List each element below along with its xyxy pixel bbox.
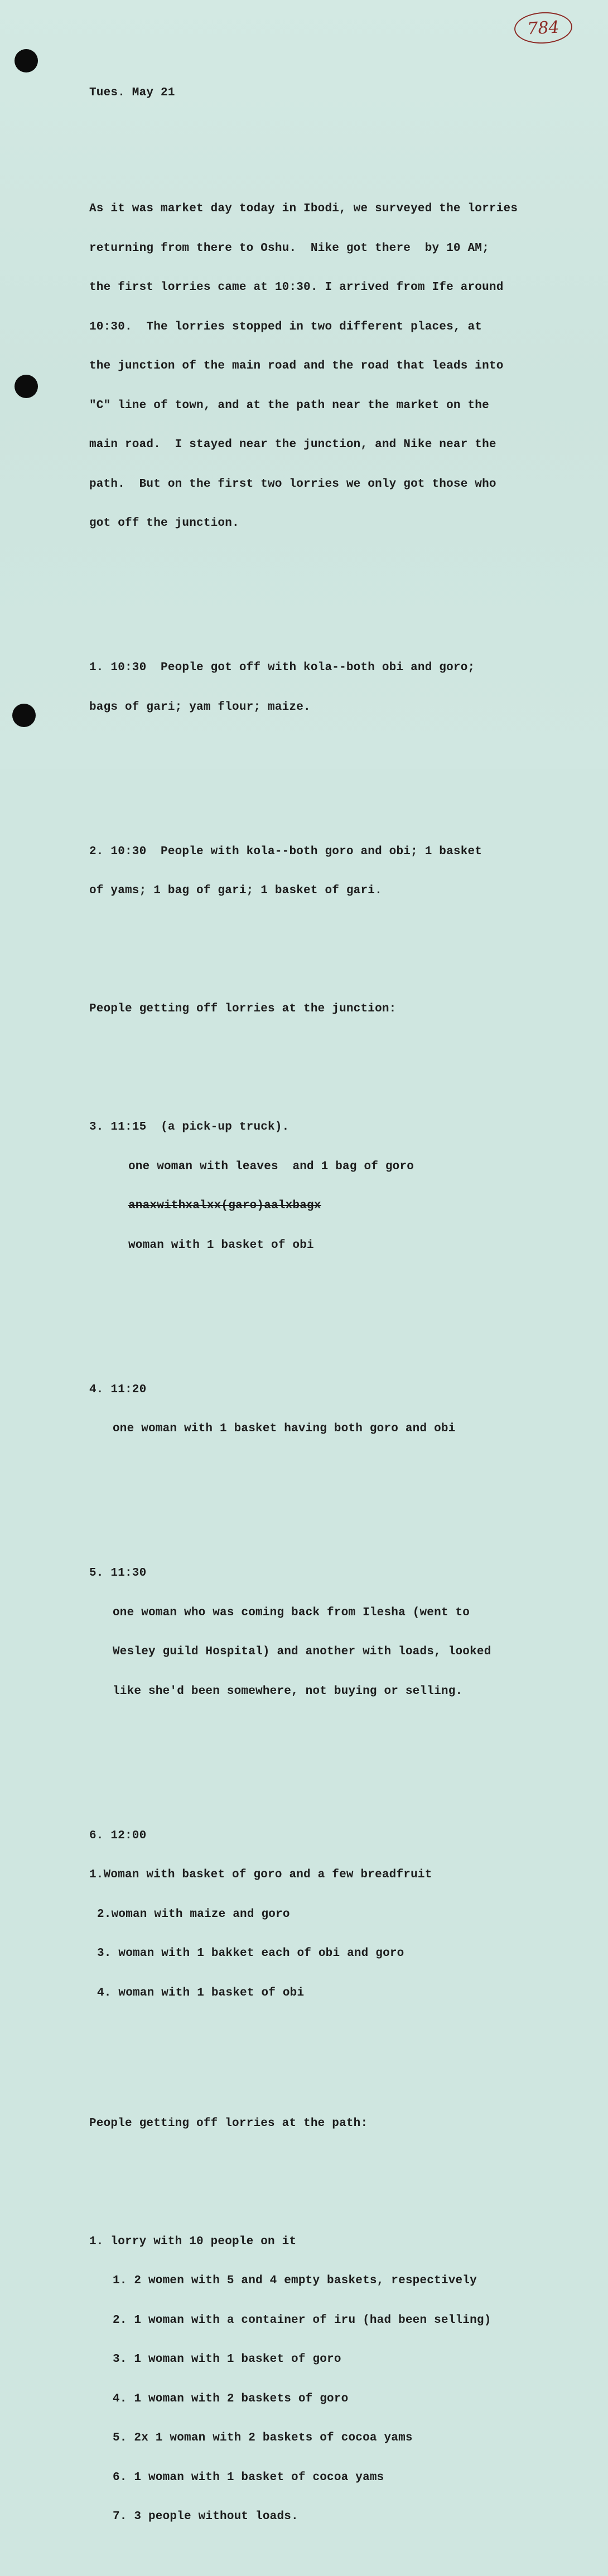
list-item: 7. 3 people without loads. xyxy=(113,2510,298,2523)
list-item: 2. 1 woman with a container of iru (had been selling) xyxy=(113,2313,491,2327)
page-number-stamp: 784 xyxy=(514,11,573,45)
entry-6: 6. 12:00 1.Woman with basket of goro and a few breadfruit 2.woman with maize and goro 3. woman with 1 bakket each of obi and goro 4. woman with 1 basket of obi xyxy=(89,1803,580,2026)
intro-paragraph: As it was market day today in Ibodi, we surveyed the lorries returning from there to Oshu. Nike got there by 10 AM; the first lorries came at 10:30. I arrived from Ife around 10:30. The lorries stopped in two different places, at the junction of the main road and the road that leads into "C" line of town, and at the path near the market on the main road. I stayed near the junction, and Nike near the path. But on the first two lorries we only got those who got off the junction. xyxy=(89,202,518,530)
punch-hole-top xyxy=(15,49,38,72)
entry-1: 1. 10:30 People got off with kola--both obi and goro; bags of gari; yam flour; maize. xyxy=(89,661,475,714)
list-item: 5. 2x 1 woman with 2 baskets of cocoa yams xyxy=(113,2432,413,2444)
entry-3: 3. 11:15 (a pick-up truck). one woman with leaves and 1 bag of goro anaxwithxalxx(garo)aalxbagx woman with 1 basket of obi xyxy=(89,1095,580,1278)
date-line: Tues. May 21 xyxy=(89,86,175,99)
junction-heading: People getting off lorries at the junction: xyxy=(89,1003,397,1015)
path-entry: 1. lorry with 10 people on it 1. 2 women with 5 and 4 empty baskets, respectively 2. 1 woman with a container of iru (had been selling) 3. 1 woman with 1 basket of goro 4. 1 woman with 2 baskets of goro 5. 2x 1 woman with 2 baskets of cocoa yams 6. 1 woman with 1 basket of cocoa yams 7. 3 people without loads. xyxy=(89,2209,580,2550)
list-item: 4. 1 woman with 2 baskets of goro xyxy=(113,2392,349,2405)
typed-notes xyxy=(89,60,580,2576)
list-item: 1.Woman with basket of goro and a few breadfruit xyxy=(89,1868,432,1881)
list-item: 1. 2 women with 5 and 4 empty baskets, respectively xyxy=(113,2274,477,2287)
list-item: 3. 1 woman with 1 basket of goro xyxy=(113,2353,341,2366)
punch-hole-bottom xyxy=(12,704,36,727)
entry-5: 5. 11:30 one woman who was coming back from Ilesha (went to Wesley guild Hospital) and another with loads, looked like she'd been somewhere, not buying or selling. xyxy=(89,1567,491,1698)
list-item: 3. woman with 1 bakket each of obi and goro xyxy=(97,1947,404,1960)
list-item: 4. woman with 1 basket of obi xyxy=(97,1986,305,1999)
list-item: 6. 1 woman with 1 basket of cocoa yams xyxy=(113,2471,384,2484)
entry-4: 4. 11:20 one woman with 1 basket having both goro and obi xyxy=(89,1383,456,1435)
list-item: 2.woman with maize and goro xyxy=(97,1907,290,1921)
entry-2: 2. 10:30 People with kola--both goro and obi; 1 basket of yams; 1 bag of gari; 1 basket of gari. xyxy=(89,845,482,897)
path-heading: People getting off lorries at the path: xyxy=(89,2117,368,2130)
punch-hole-middle xyxy=(15,375,38,398)
struck-out-line: anaxwithxalxx(garo)aalxbagx xyxy=(128,1199,321,1212)
